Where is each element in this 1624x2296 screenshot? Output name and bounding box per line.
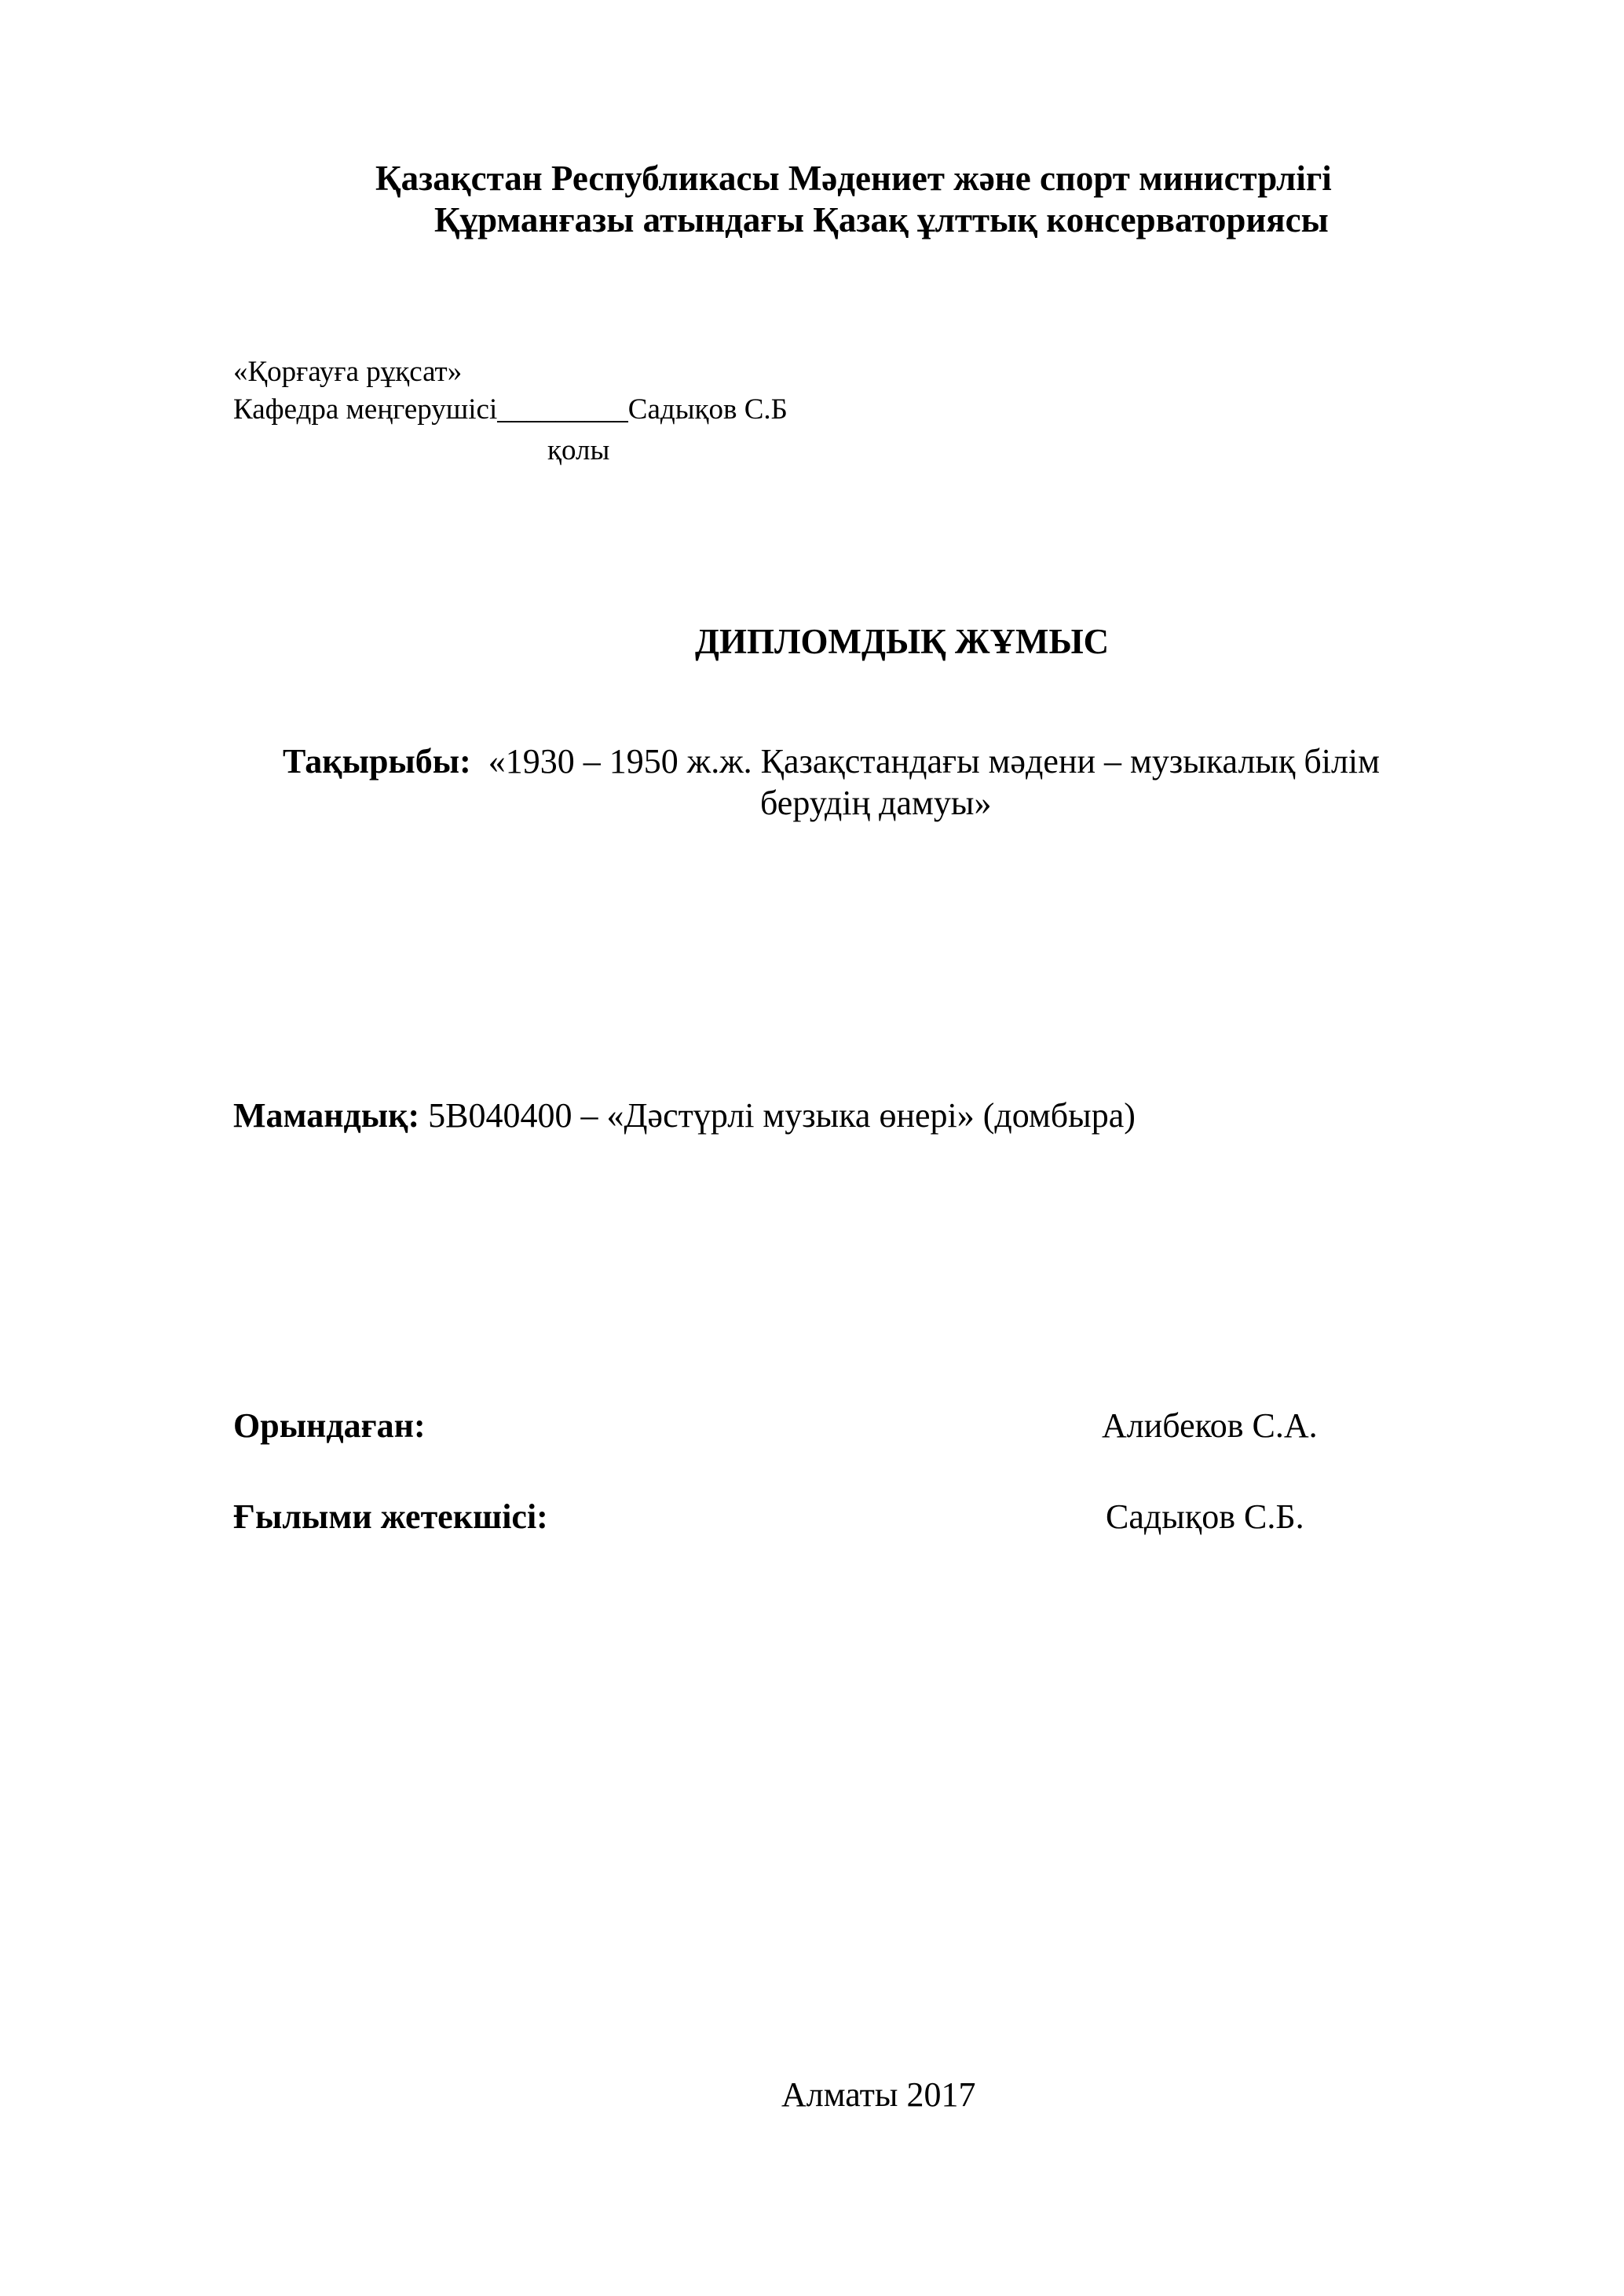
signature-caption: қолы [547,434,610,466]
topic-text-1: «1930 – 1950 ж.ж. Қазақстандағы мәдени – музыкалық білім [488,742,1380,781]
topic-line-2: берудің дамуы» [760,784,992,822]
topic-line-1 [283,741,1380,783]
department-head-name: Садықов С.Б [627,393,788,426]
performer-label: Орындаған: [233,1406,426,1445]
department-head-label: Кафедра меңгерушісі [233,393,498,426]
specialty-value: 5В040400 – «Дәстүрлі музыка өнері» (домбыра) [428,1096,1136,1135]
ministry-heading: Қазақстан Республикасы Мәдениет және спорт министрлігі [375,159,1332,198]
specialty-line [233,1095,1136,1137]
supervisor-name: Садықов С.Б. [1106,1497,1304,1536]
city-year: Алматы 2017 [781,2075,976,2114]
department-head-line [233,393,788,427]
supervisor-label: Ғылыми жетекшісі: [233,1497,548,1536]
specialty-label: Мамандық: [233,1096,420,1135]
conservatory-heading: Құрманғазы атындағы Қазақ ұлттық консерваториясы [434,200,1329,239]
document-title: ДИПЛОМДЫҚ ЖҰМЫС [695,622,1110,661]
topic-label: Тақырыбы: [283,742,471,781]
performer-name: Алибеков С.А. [1102,1406,1318,1445]
signature-line: _________ [497,393,628,426]
defense-permission: «Қорғауға рұқсат» [233,356,463,388]
